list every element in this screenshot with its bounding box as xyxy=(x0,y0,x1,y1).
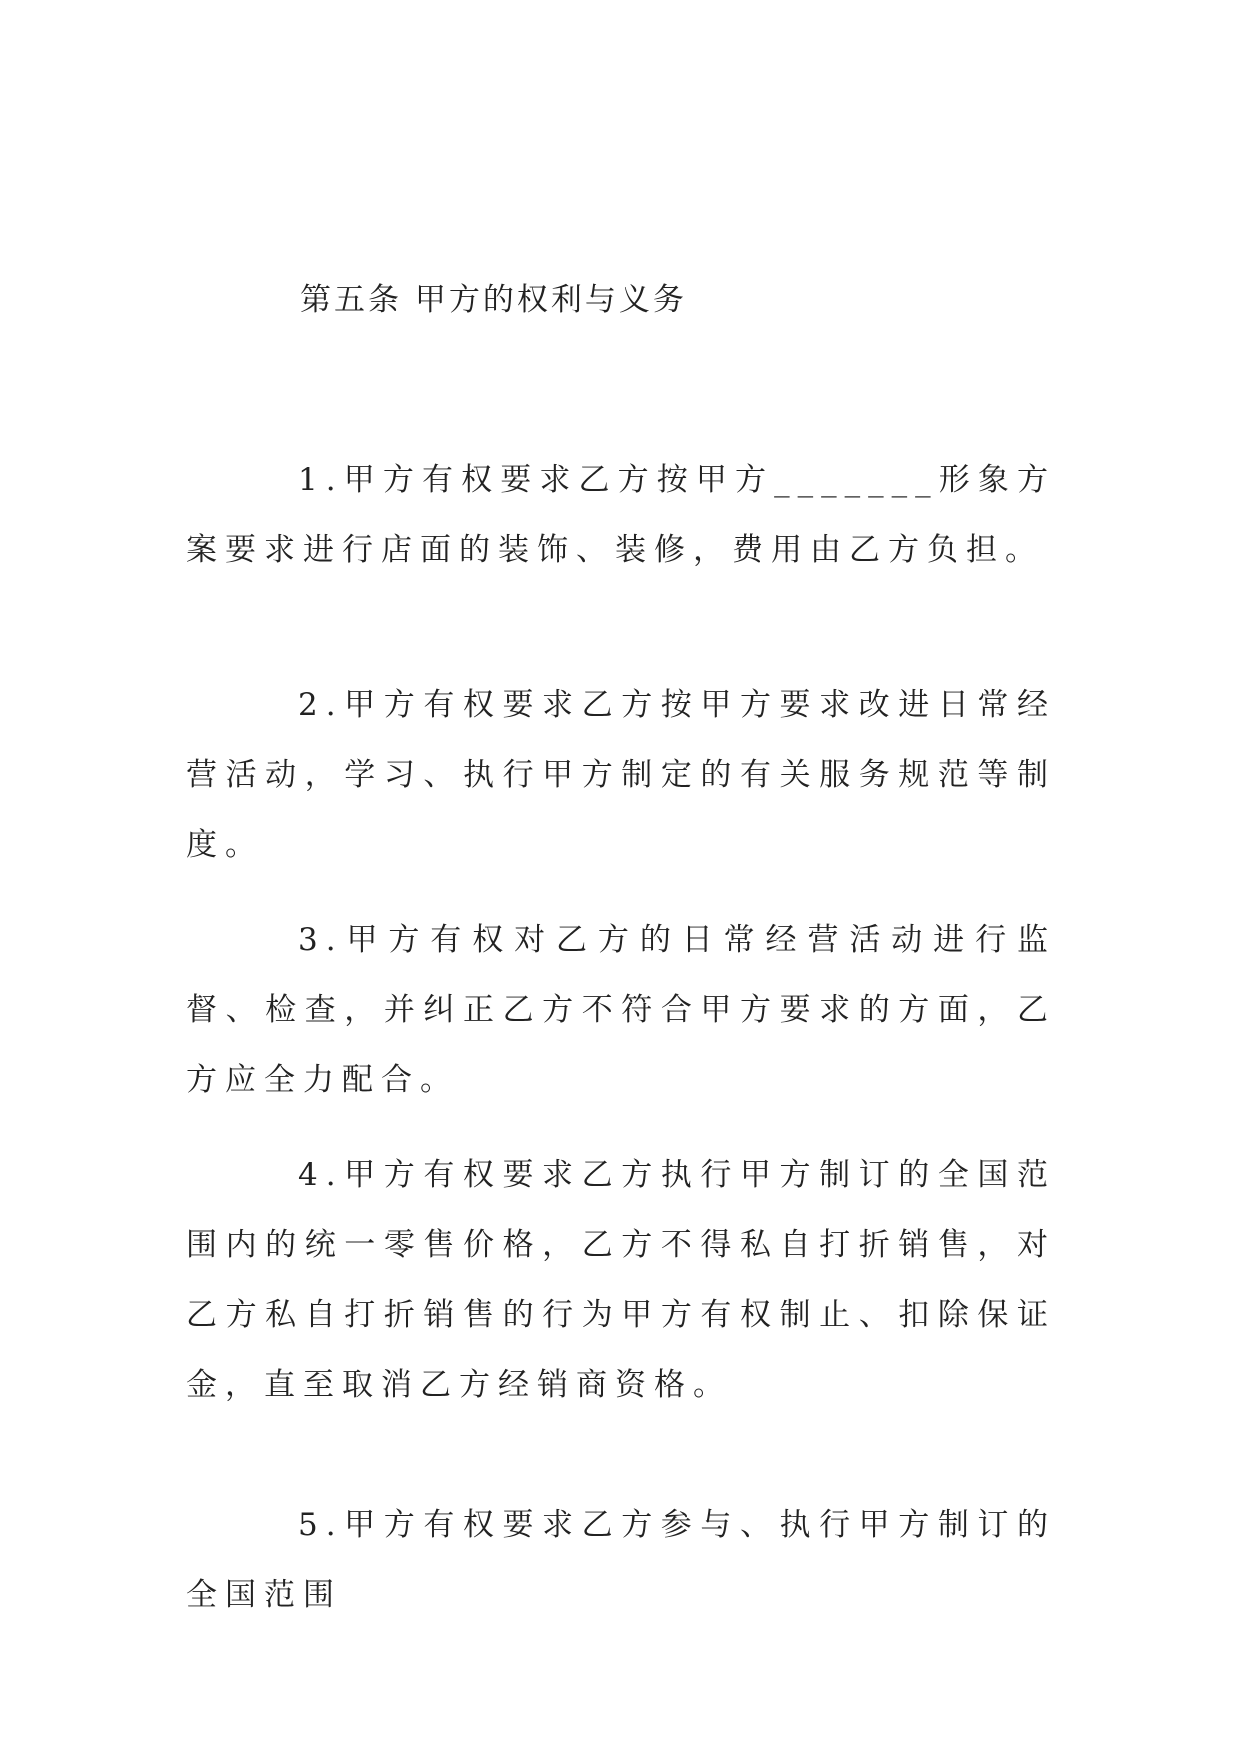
clause-5: 5.甲方有权要求乙方参与、执行甲方制订的全国范围 xyxy=(186,1507,1056,1613)
clause-2: 2.甲方有权要求乙方按甲方要求改进日常经营活动，学习、执行甲方制定的有关服务规范等制度。 xyxy=(186,687,1056,863)
clause-4: 4.甲方有权要求乙方执行甲方制订的全国范围内的统一零售价格，乙方不得私自打折销售，对乙方私自打折销售的行为甲方有权制止、扣除保证金，直至取消乙方经销商资格。 xyxy=(186,1157,1056,1403)
section-heading: 第五条 甲方的权利与义务 xyxy=(300,282,687,318)
clause-3: 3.甲方有权对乙方的日常经营活动进行监督、检查，并纠正乙方不符合甲方要求的方面，乙方应全力配合。 xyxy=(186,922,1056,1098)
clause-1: 1.甲方有权要求乙方按甲方_______形象方案要求进行店面的装饰、装修，费用由乙方负担。 xyxy=(186,462,1056,568)
